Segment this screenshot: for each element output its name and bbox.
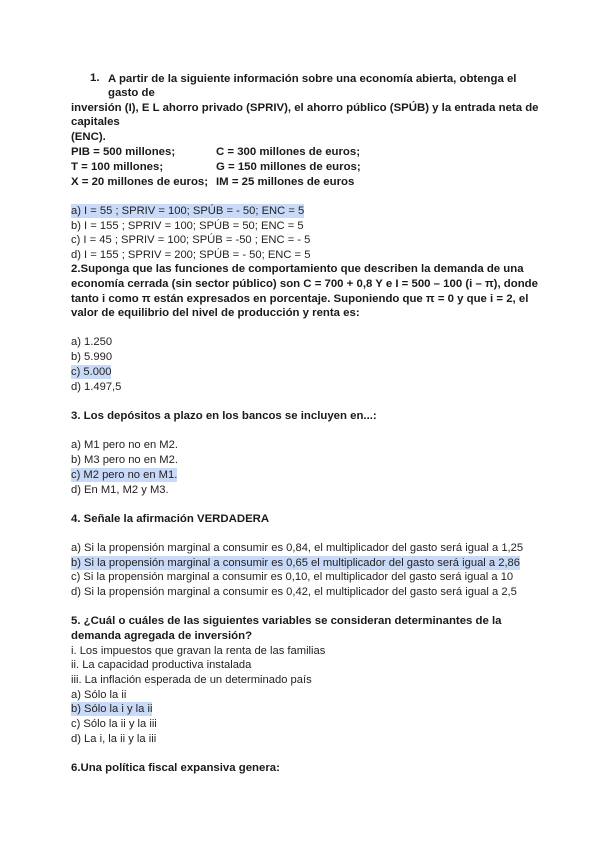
- q1-option-a-highlighted: a) I = 55 ; SPRIV = 100; SPÚB = - 50; ENC = 5: [71, 205, 305, 217]
- q2-option-b: b) 5.990: [71, 351, 113, 363]
- q3-option-a: a) M1 pero no en M2.: [71, 439, 178, 451]
- q2-option-d: d) 1.497,5: [71, 381, 122, 393]
- q1-title-line3: inversión (I), E L ahorro privado (SPRIV), el ahorro público (SPÚB) y la entrada neta de: [71, 102, 539, 114]
- q3-option-c-highlighted: c) M2 pero no en M1.: [71, 469, 178, 481]
- q1-data-right: G = 150 millones de euros;: [216, 161, 361, 173]
- q5-option-a: a) Sólo la ii: [71, 689, 127, 701]
- q1-data-left: X = 20 millones de euros;: [71, 176, 209, 188]
- q3-option-d: d) En M1, M2 y M3.: [71, 484, 169, 496]
- q4-option-d: d) Si la propensión marginal a consumir es 0,42, el multiplicador del gasto será igual a 2,5: [71, 586, 517, 598]
- q1-data-left: T = 100 millones;: [71, 161, 164, 173]
- q1-option-b: b) I = 155 ; SPRIV = 100; SPÚB = 50; ENC = 5: [71, 220, 304, 232]
- q3-title: 3. Los depósitos a plazo en los bancos se incluyen en...:: [71, 410, 377, 422]
- q2-line: economía cerrada (sin sector público) son C = 700 + 0,8 Y e I = 500 – 100 (i – π), donde: [71, 278, 538, 290]
- q5-option-c: c) Sólo la ii y la iii: [71, 718, 157, 730]
- q1-title-line5: (ENC).: [71, 131, 106, 143]
- q1-data-right: C = 300 millones de euros;: [216, 146, 361, 158]
- q4-option-a: a) Si la propensión marginal a consumir es 0,84, el multiplicador del gasto será igual a 1,25: [71, 542, 524, 554]
- q4-title: 4. Señale la afirmación VERDADERA: [71, 513, 270, 525]
- q5-option-d: d) La i, la ii y la iii: [71, 733, 157, 745]
- q1-option-d: d) I = 155 ; SPRIV = 200; SPÚB = - 50; ENC = 5: [71, 249, 311, 261]
- q1-data-left: PIB = 500 millones;: [71, 146, 176, 158]
- q1-title-line4: capitales: [71, 116, 120, 128]
- q1-title-line2: gasto de: [108, 87, 155, 99]
- q2-option-c-highlighted: c) 5.000: [71, 366, 112, 378]
- q5-option-b-highlighted: b) Sólo la i y la ii: [71, 703, 153, 715]
- q1-option-c: c) I = 45 ; SPRIV = 100; SPÚB = -50 ; ENC = - 5: [71, 234, 311, 246]
- q5-item: ii. La capacidad productiva instalada: [71, 659, 252, 671]
- q5-title-line2: demanda agregada de inversión?: [71, 630, 253, 642]
- q1-title-line1: A partir de la siguiente información sobre una economía abierta, obtenga el: [108, 73, 517, 85]
- q1-data-right: IM = 25 millones de euros: [216, 176, 355, 188]
- q2-line: valor de equilibrio del nivel de producción y renta es:: [71, 307, 360, 319]
- q5-item: iii. La inflación esperada de un determinado país: [71, 674, 312, 686]
- q1-number: 1.: [90, 72, 100, 84]
- q2-line: tanto i como π están expresados en porcentaje. Suponiendo que π = 0 y que i = 2, el: [71, 293, 529, 305]
- q2-line: 2.Suponga que las funciones de comportamiento que describen la demanda de una: [71, 263, 524, 275]
- q6-title: 6.Una política fiscal expansiva genera:: [71, 762, 280, 774]
- q2-option-a: a) 1.250: [71, 336, 113, 348]
- q3-option-b: b) M3 pero no en M2.: [71, 454, 178, 466]
- q5-item: i. Los impuestos que gravan la renta de las familias: [71, 645, 326, 657]
- q4-option-b-highlighted: b) Si la propensión marginal a consumir es 0,65 el multiplicador del gasto será igual a 2,86: [71, 557, 520, 569]
- q4-option-c: c) Si la propensión marginal a consumir es 0,10, el multiplicador del gasto será igual a 10: [71, 571, 514, 583]
- q5-title-line1: 5. ¿Cuál o cuáles de las siguientes variables se consideran determinantes de la: [71, 615, 502, 627]
